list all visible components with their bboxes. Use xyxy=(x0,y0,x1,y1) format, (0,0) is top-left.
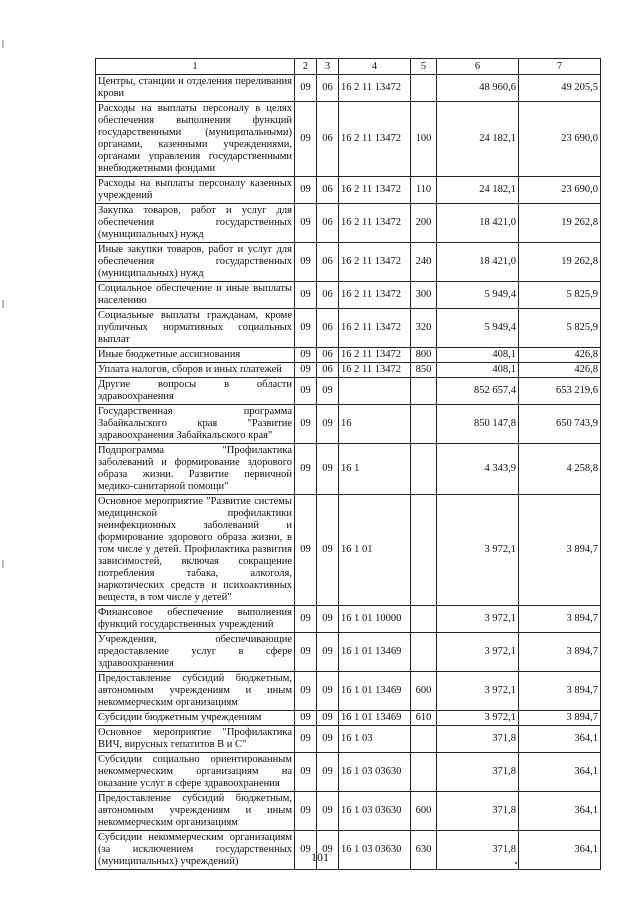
section-code-cell: 09 xyxy=(295,495,317,606)
amount-year-1-cell: 4 343,9 xyxy=(437,444,519,495)
amount-year-2-cell: 364,1 xyxy=(519,753,601,792)
amount-year-1-cell: 408,1 xyxy=(437,363,519,378)
subsection-code-cell: 09 xyxy=(317,753,339,792)
subsection-code-cell: 09 xyxy=(317,444,339,495)
expense-type-cell: 850 xyxy=(411,363,437,378)
row-name-cell: Уплата налогов, сборов и иных платежей xyxy=(96,363,295,378)
target-article-cell: 16 2 11 13472 xyxy=(339,204,411,243)
table-row xyxy=(96,363,601,378)
amount-year-2-cell: 3 894,7 xyxy=(519,495,601,606)
expense-type-cell: 610 xyxy=(411,711,437,726)
section-code-cell: 09 xyxy=(295,378,317,405)
section-code-cell: 09 xyxy=(295,177,317,204)
table-row xyxy=(96,204,601,243)
amount-year-1-cell: 18 421,0 xyxy=(437,204,519,243)
subsection-code-cell: 06 xyxy=(317,177,339,204)
target-article-cell: 16 2 11 13472 xyxy=(339,102,411,177)
scan-edge-mark xyxy=(2,300,4,308)
expense-type-cell xyxy=(411,726,437,753)
table-row xyxy=(96,726,601,753)
amount-year-1-cell: 5 949,4 xyxy=(437,282,519,309)
target-article-cell: 16 1 03 03630 xyxy=(339,792,411,831)
amount-year-2-cell: 426,8 xyxy=(519,363,601,378)
table-row xyxy=(96,792,601,831)
subsection-code-cell: 09 xyxy=(317,606,339,633)
table-row xyxy=(96,495,601,606)
table-row xyxy=(96,378,601,405)
row-name-cell: Центры, станции и отделения переливания крови xyxy=(96,75,295,102)
subsection-code-cell: 06 xyxy=(317,282,339,309)
expense-type-cell: 600 xyxy=(411,792,437,831)
page-number: 101 xyxy=(311,850,329,864)
amount-year-1-cell: 3 972,1 xyxy=(437,606,519,633)
amount-year-2-cell: 426,8 xyxy=(519,348,601,363)
amount-year-1-cell: 371,8 xyxy=(437,792,519,831)
row-name-cell: Основное мероприятие "Профилактика ВИЧ, вирусных гепатитов В и С" xyxy=(96,726,295,753)
col-header-4: 4 xyxy=(339,59,411,75)
subsection-code-cell: 06 xyxy=(317,309,339,348)
expense-type-cell xyxy=(411,444,437,495)
target-article-cell: 16 1 01 10000 xyxy=(339,606,411,633)
table-row xyxy=(96,711,601,726)
target-article-cell: 16 1 01 xyxy=(339,495,411,606)
amount-year-2-cell: 49 205,5 xyxy=(519,75,601,102)
subsection-code-cell: 09 xyxy=(317,831,339,870)
target-article-cell: 16 2 11 13472 xyxy=(339,177,411,204)
section-code-cell: 09 xyxy=(295,672,317,711)
section-code-cell: 09 xyxy=(295,348,317,363)
expense-type-cell xyxy=(411,633,437,672)
amount-year-1-cell: 3 972,1 xyxy=(437,495,519,606)
row-name-cell: Основное мероприятие "Развитие системы медицинской профилактики неинфекционных заболеваний и формирование здорового образа жизни, в том числе у детей. Профилактика развития зависимостей, включая сокращение потребления табака, алкоголя, наркотических средств и психоактивных веществ, в том числе у детей" xyxy=(96,495,295,606)
section-code-cell: 09 xyxy=(295,444,317,495)
target-article-cell: 16 1 01 13469 xyxy=(339,633,411,672)
section-code-cell: 09 xyxy=(295,405,317,444)
amount-year-2-cell: 23 690,0 xyxy=(519,102,601,177)
amount-year-1-cell: 3 972,1 xyxy=(437,711,519,726)
section-code-cell: 09 xyxy=(295,831,317,870)
section-code-cell: 09 xyxy=(295,726,317,753)
row-name-cell: Субсидии социально ориентированным некоммерческим организациям на оказание услуг в сфере здравоохранения xyxy=(96,753,295,792)
target-article-cell: 16 xyxy=(339,405,411,444)
section-code-cell: 09 xyxy=(295,102,317,177)
target-article-cell: 16 2 11 13472 xyxy=(339,348,411,363)
amount-year-1-cell: 18 421,0 xyxy=(437,243,519,282)
subsection-code-cell: 06 xyxy=(317,204,339,243)
amount-year-2-cell: 4 258,8 xyxy=(519,444,601,495)
amount-year-1-cell: 371,8 xyxy=(437,753,519,792)
amount-year-1-cell: 3 972,1 xyxy=(437,633,519,672)
target-article-cell: 16 2 11 13472 xyxy=(339,309,411,348)
row-name-cell: Подпрограмма "Профилактика заболеваний и формирование здорового образа жизни. Развитие первичной медико-санитарной помощи" xyxy=(96,444,295,495)
amount-year-2-cell: 23 690,0 xyxy=(519,177,601,204)
section-code-cell: 09 xyxy=(295,282,317,309)
amount-year-2-cell: 364,1 xyxy=(519,792,601,831)
section-code-cell: 09 xyxy=(295,753,317,792)
table-row xyxy=(96,177,601,204)
col-header-7: 7 xyxy=(519,59,601,75)
section-code-cell: 09 xyxy=(295,633,317,672)
subsection-code-cell: 06 xyxy=(317,243,339,282)
amount-year-2-cell: 3 894,7 xyxy=(519,633,601,672)
target-article-cell xyxy=(339,378,411,405)
amount-year-1-cell: 371,8 xyxy=(437,831,519,870)
section-code-cell: 09 xyxy=(295,606,317,633)
expense-type-cell: 300 xyxy=(411,282,437,309)
row-name-cell: Субсидии бюджетным учреждениям xyxy=(96,711,295,726)
row-name-cell: Расходы на выплаты персоналу казенных учреждений xyxy=(96,177,295,204)
subsection-code-cell: 06 xyxy=(317,363,339,378)
col-header-3: 3 xyxy=(317,59,339,75)
amount-year-2-cell: 653 219,6 xyxy=(519,378,601,405)
subsection-code-cell: 09 xyxy=(317,792,339,831)
expense-type-cell: 200 xyxy=(411,204,437,243)
target-article-cell: 16 1 03 xyxy=(339,726,411,753)
table-row xyxy=(96,102,601,177)
expense-type-cell: 240 xyxy=(411,243,437,282)
amount-year-2-cell: 19 262,8 xyxy=(519,204,601,243)
row-name-cell: Учреждения, обеспечивающие предоставление услуг в сфере здравоохранения xyxy=(96,633,295,672)
expense-type-cell: 100 xyxy=(411,102,437,177)
table-row xyxy=(96,444,601,495)
section-code-cell: 09 xyxy=(295,204,317,243)
expense-type-cell xyxy=(411,753,437,792)
amount-year-2-cell: 3 894,7 xyxy=(519,672,601,711)
expense-type-cell xyxy=(411,606,437,633)
row-name-cell: Закупка товаров, работ и услуг для обеспечения государственных (муниципальных) нужд xyxy=(96,204,295,243)
table-row xyxy=(96,243,601,282)
expense-type-cell xyxy=(411,75,437,102)
subsection-code-cell: 09 xyxy=(317,672,339,711)
target-article-cell: 16 1 03 03630 xyxy=(339,753,411,792)
scan-speck xyxy=(515,862,517,864)
amount-year-1-cell: 852 657,4 xyxy=(437,378,519,405)
header-row xyxy=(96,59,601,75)
table-row xyxy=(96,753,601,792)
row-name-cell: Расходы на выплаты персоналу в целях обеспечения выполнения функций государственными (муниципальными) органами, казенными учреждениями, органами управления государственными внебюджетными фондами xyxy=(96,102,295,177)
target-article-cell: 16 1 03 03630 xyxy=(339,831,411,870)
table-row xyxy=(96,606,601,633)
amount-year-2-cell: 3 894,7 xyxy=(519,711,601,726)
subsection-code-cell: 09 xyxy=(317,378,339,405)
col-header-2: 2 xyxy=(295,59,317,75)
table-row xyxy=(96,348,601,363)
scan-edge-mark xyxy=(2,40,4,48)
row-name-cell: Субсидии некоммерческим организациям (за исключением государственных (муниципальных) учреждений) xyxy=(96,831,295,870)
row-name-cell: Социальные выплаты гражданам, кроме публичных нормативных социальных выплат xyxy=(96,309,295,348)
table-row xyxy=(96,75,601,102)
expense-type-cell: 600 xyxy=(411,672,437,711)
subsection-code-cell: 09 xyxy=(317,726,339,753)
subsection-code-cell: 09 xyxy=(317,405,339,444)
expense-type-cell: 630 xyxy=(411,831,437,870)
amount-year-1-cell: 24 182,1 xyxy=(437,102,519,177)
target-article-cell: 16 2 11 13472 xyxy=(339,75,411,102)
row-name-cell: Иные бюджетные ассигнования xyxy=(96,348,295,363)
section-code-cell: 09 xyxy=(295,792,317,831)
expense-type-cell: 800 xyxy=(411,348,437,363)
target-article-cell: 16 1 01 13469 xyxy=(339,672,411,711)
target-article-cell: 16 2 11 13472 xyxy=(339,282,411,309)
target-article-cell: 16 2 11 13472 xyxy=(339,243,411,282)
expense-type-cell xyxy=(411,378,437,405)
table-row xyxy=(96,672,601,711)
subsection-code-cell: 06 xyxy=(317,75,339,102)
table-row xyxy=(96,309,601,348)
table-row xyxy=(96,405,601,444)
amount-year-1-cell: 850 147,8 xyxy=(437,405,519,444)
col-header-1: 1 xyxy=(96,59,295,75)
amount-year-2-cell: 5 825,9 xyxy=(519,282,601,309)
amount-year-1-cell: 408,1 xyxy=(437,348,519,363)
scan-edge-mark xyxy=(2,560,4,568)
target-article-cell: 16 1 01 13469 xyxy=(339,711,411,726)
table-row xyxy=(96,282,601,309)
subsection-code-cell: 09 xyxy=(317,633,339,672)
section-code-cell: 09 xyxy=(295,309,317,348)
budget-table xyxy=(95,58,601,870)
row-name-cell: Государственная программа Забайкальского края "Развитие здравоохранения Забайкальского края" xyxy=(96,405,295,444)
amount-year-1-cell: 48 960,6 xyxy=(437,75,519,102)
row-name-cell: Другие вопросы в области здравоохранения xyxy=(96,378,295,405)
amount-year-2-cell: 650 743,9 xyxy=(519,405,601,444)
col-header-5: 5 xyxy=(411,59,437,75)
subsection-code-cell: 06 xyxy=(317,348,339,363)
row-name-cell: Предоставление субсидий бюджетным, автономным учреждениям и иным некоммерческим организациям xyxy=(96,672,295,711)
amount-year-1-cell: 3 972,1 xyxy=(437,672,519,711)
section-code-cell: 09 xyxy=(295,243,317,282)
amount-year-2-cell: 5 825,9 xyxy=(519,309,601,348)
section-code-cell: 09 xyxy=(295,711,317,726)
subsection-code-cell: 06 xyxy=(317,102,339,177)
row-name-cell: Социальное обеспечение и иные выплаты населению xyxy=(96,282,295,309)
expense-type-cell: 320 xyxy=(411,309,437,348)
amount-year-1-cell: 5 949,4 xyxy=(437,309,519,348)
amount-year-1-cell: 24 182,1 xyxy=(437,177,519,204)
expense-type-cell xyxy=(411,405,437,444)
section-code-cell: 09 xyxy=(295,363,317,378)
expense-type-cell: 110 xyxy=(411,177,437,204)
target-article-cell: 16 2 11 13472 xyxy=(339,363,411,378)
amount-year-2-cell: 19 262,8 xyxy=(519,243,601,282)
subsection-code-cell: 09 xyxy=(317,495,339,606)
target-article-cell: 16 1 xyxy=(339,444,411,495)
expense-type-cell xyxy=(411,495,437,606)
row-name-cell: Предоставление субсидий бюджетным, автономным учреждениям и иным некоммерческим организациям xyxy=(96,792,295,831)
section-code-cell: 09 xyxy=(295,75,317,102)
amount-year-2-cell: 364,1 xyxy=(519,831,601,870)
row-name-cell: Иные закупки товаров, работ и услуг для обеспечения государственных (муниципальных) нужд xyxy=(96,243,295,282)
amount-year-2-cell: 364,1 xyxy=(519,726,601,753)
amount-year-1-cell: 371,8 xyxy=(437,726,519,753)
table-row xyxy=(96,633,601,672)
col-header-6: 6 xyxy=(437,59,519,75)
subsection-code-cell: 09 xyxy=(317,711,339,726)
row-name-cell: Финансовое обеспечение выполнения функций государственных учреждений xyxy=(96,606,295,633)
amount-year-2-cell: 3 894,7 xyxy=(519,606,601,633)
